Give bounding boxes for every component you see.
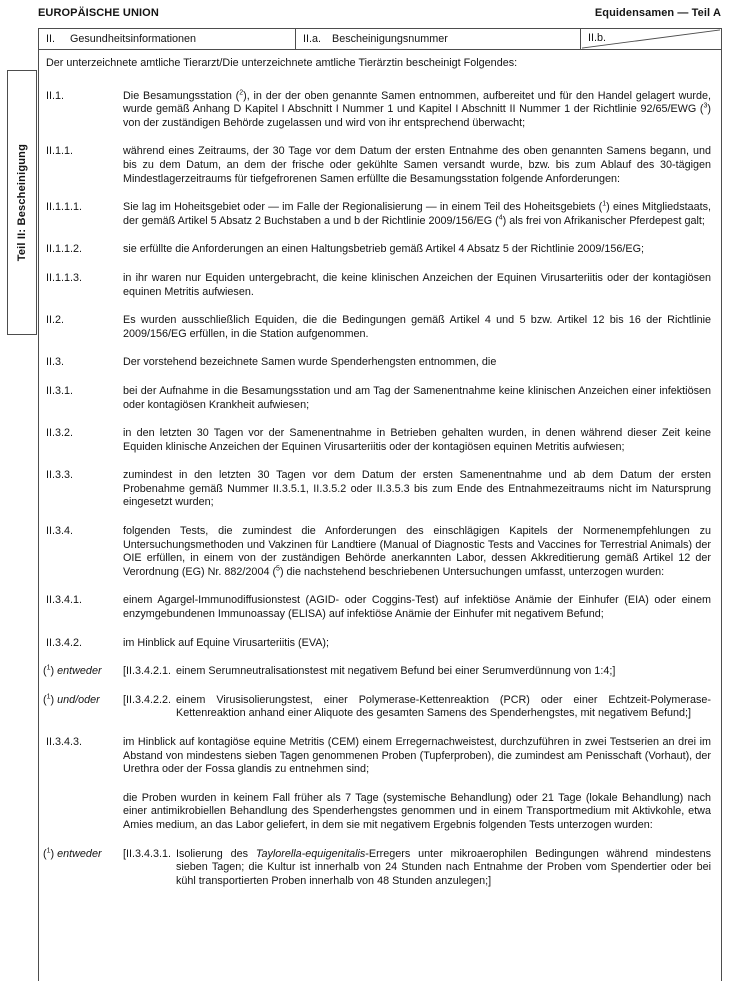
clause-number: II.1.1.3.	[46, 271, 83, 284]
option-prefix: ($^1$) entweder	[43, 846, 102, 860]
table-header-row	[39, 28, 721, 50]
clause-number: II.2.	[46, 314, 65, 327]
clause-row-ii-3-4-3-continuation	[46, 792, 711, 833]
clause-row-ii-3-2	[46, 427, 711, 454]
clause-number: II.3.1.	[46, 384, 74, 397]
clause-number: II.1.1.	[46, 145, 74, 158]
option-number: [II.3.4.2.2.	[123, 693, 172, 706]
option-text: einem Virusisolierungstest, einer Polymerase-Kettenreaktion (PCR) oder einer Echtzeit-Polymerase-Kettenreaktion anhand einer Aliquote des gesamten Samens des Spenderhengstes, mit negativem Befund;]	[176, 693, 711, 720]
intro-statement: Der unterzeichnete amtliche Tierarzt/Die unterzeichnete amtliche Tierärztin bescheinigt Folgendes:	[46, 57, 518, 69]
clause-number: II.3.4.3.	[46, 736, 83, 748]
certificate-number-cell-label: Bescheinigungsnummer	[332, 33, 448, 45]
sidebar-part-label-box	[7, 70, 37, 335]
clause-text: folgenden Tests, die zumindest die Anforderungen des einschlägigen Kapitels der Normenempfehlungen zu Untersuchungsmethoden und Vakzinen für Landtiere (Manual of Diagnostic Tests and Vaccines for Terrestrial Animals) der OIE erfüllen, in einem von der zuständigen Behörde anerkannten Labor, dessen Akkreditierung gemäß Artikel 12 der Verordnung (EG) Nr. 882/2004 ($^5$) die nachstehend beschriebenen Untersuchungen umfasst, unterzogen wurden:	[123, 525, 711, 578]
clause-row-ii-3-4-3	[46, 736, 711, 777]
clause-row-ii-3	[46, 356, 711, 370]
clause-text: im Hinblick auf kontagiöse equine Metritis (CEM) einem Erregernachweistest, durchzuführen in zwei Testserien an drei im Abstand von mindestens sieben Tagen genommenen Proben (Tupferproben), die zumindest am Penisschaft (Vorhaut), der Urethra oder der Fossa glandis zu entnehmen sind;	[123, 736, 711, 776]
document-title: Equidensamen — Teil A	[594, 7, 721, 19]
iib-cell	[581, 29, 721, 49]
clause-text: Sie lag im Hoheitsgebiet oder — im Falle der Regionalisierung — in einem Teil des Hoheitsgebiets ($^1$) eines Mitgliedstaats, der gemäß Artikel 5 Absatz 2 Buchstaben a und b der Richtlinie 2009/156/EG ($^4$) als frei von Afrikanischer Pferdepest galt;	[123, 200, 711, 227]
clause-row-ii-3-4-2	[46, 637, 711, 651]
clause-text: während eines Zeitraums, der 30 Tage vor dem Datum der ersten Entnahme des oben genannten Samens begann, und bis zu dem Datum, an dem der frische oder gekühlte Samen versandt wurde, bzw. bis zum Ablauf des 30-tägigen Mindestlagerzeitraums für tiefgefrorenen Samen erfüllte die Besamungsstation folgende Anforderungen:	[123, 145, 711, 185]
clause-number: II.3.2.	[46, 427, 74, 440]
option-text: Isolierung des Taylorella-equigenitalis-Erregers unter mikroaerophilen Bedingungen während mindestens sieben Tagen; die Kultur ist innerhalb von 24 Stunden nach Entnahme der Proben vom Spendertier oder bei kühl transportierten Proben innerhalb von 48 Stunden anzulegen;]	[176, 847, 711, 887]
option-row-ii-3-4-2-1	[43, 664, 711, 679]
clause-number: II.3.4.2.	[46, 636, 83, 649]
clause-row-ii-3-4	[46, 525, 711, 579]
option-number: [II.3.4.2.1.	[123, 665, 172, 678]
option-number: [II.3.4.3.1.	[123, 847, 172, 860]
iib-cell-number: II.b.	[588, 32, 607, 44]
clause-text: die Proben wurden in keinem Fall früher als 7 Tage (systemische Behandlung) oder 21 Tage (lokale Behandlung) nach einer antimikrobiellen Behandlung des Spenderhengstes genommen und in einem Transportmedium mit Aktivkohle, etwa Amies medium, an das Labor geliefert, in dem sie mit negativem Ergebnis folgenden Tests unterzogen wurden:	[123, 791, 711, 831]
clause-row-ii-2	[46, 314, 711, 341]
clause-row-ii-3-4-1	[46, 594, 711, 621]
clause-text: Die Besamungsstation ($^2$), in der der oben genannte Samen entnommen, aufbereitet und für den Handel gelagert wurde, wurde gemäß Anhang D Kapitel I Abschnitt I Nummer 1 und Kapitel I Abschnitt II Nummer 1 der Richtlinie 92/65/EWG ($^3$) von der zuständigen Behörde zugelassen und wird von ihr entsprechend überwacht;	[123, 89, 711, 129]
clause-number: II.3.4.1.	[46, 594, 83, 607]
clause-number: II.3.	[46, 356, 65, 369]
option-prefix: ($^1$) und/oder	[43, 693, 100, 706]
clause-number: II.3.4.	[46, 525, 74, 538]
page-top-header	[38, 7, 721, 19]
clause-text: in den letzten 30 Tagen vor der Samenentnahme in Betrieben gehalten wurden, in denen während dieser Zeit keine Equiden klinische Anzeichen der Equinen Virusarteriitis oder der kontagiösen equinen Metritis aufwiesen;	[123, 427, 711, 453]
clause-text: Es wurden ausschließlich Equiden, die die Bedingungen gemäß Artikel 4 und 5 bzw. Artikel 12 bis 16 der Richtlinie 2009/156/EG erfüllen, in die Station aufgenommen.	[123, 314, 711, 340]
clause-number: II.1.1.2.	[46, 243, 83, 256]
option-row-ii-3-4-3-1	[43, 846, 711, 889]
clause-text: in ihr waren nur Equiden untergebracht, die keine klinischen Anzeichen der Equinen Virusarteriitis oder der kontagiösen equinen Metritis aufwiesen.	[123, 271, 711, 298]
option-text: einem Serumneutralisationstest mit negativem Befund bei einer Serumverdünnung von 1:4;]	[176, 665, 616, 678]
clause-number: II.1.1.1.	[46, 201, 83, 214]
certificate-number-cell-number: II.a.	[303, 33, 322, 45]
certificate-sheet	[38, 28, 722, 981]
option-row-ii-3-4-2-2	[43, 693, 711, 721]
clause-row-ii-1-1-1	[46, 201, 711, 228]
option-prefix: ($^1$) entweder	[43, 664, 102, 678]
clause-text: zumindest in den letzten 30 Tagen vor dem Datum der ersten Samenentnahme und ab dem Datum der ersten Probenahme gemäß Nummer II.3.5.1, II.3.5.2 oder II.3.5.3 bis zum Ende des Entnahmezeitraums nicht im Natursprung eingesetzt wurden;	[123, 469, 711, 509]
clause-number: II.3.3.	[46, 469, 74, 482]
clause-row-ii-1-1	[46, 145, 711, 186]
certificate-body	[39, 50, 721, 888]
union-title: EUROPÄISCHE UNION	[38, 7, 159, 19]
health-information-cell-label: Gesundheitsinformationen	[70, 33, 197, 45]
clause-row-ii-3-1	[46, 385, 711, 412]
clause-row-ii-1-1-3	[46, 272, 711, 299]
certificate-number-cell	[296, 29, 581, 49]
clause-text: einem Agargel-Immunodiffusionstest (AGID- oder Coggins-Test) auf infektiöse Anämie der Einhufer (EIA) oder einem enzymgebundenen Immunoassay (ELISA) auf infektiöse Anämie der Einhufer mit negativem Befund;	[123, 594, 711, 621]
clause-text: im Hinblick auf Equine Virusarteriitis (EVA);	[123, 636, 330, 649]
sidebar-part-label: Teil II: Bescheinigung	[16, 143, 28, 262]
clause-text: sie erfüllte die Anforderungen an einen Haltungsbetrieb gemäß Artikel 4 Absatz 5 der Richtlinie 2009/156/EG;	[123, 243, 644, 256]
clause-number	[46, 792, 123, 833]
clause-text: Der vorstehend bezeichnete Samen wurde Spenderhengsten entnommen, die	[123, 356, 497, 369]
health-information-cell-number: II.	[46, 33, 55, 45]
health-information-cell	[39, 29, 296, 49]
clause-number: II.1.	[46, 89, 65, 102]
clause-row-ii-1-1-2	[46, 243, 711, 257]
clause-text: bei der Aufnahme in die Besamungsstation und am Tag der Samenentnahme keine klinischen Anzeichen einer infektiösen oder kontagiösen Krankheit aufwiesen;	[123, 384, 711, 411]
clause-row-ii-3-3	[46, 469, 711, 510]
clause-row-ii-1	[46, 90, 711, 131]
